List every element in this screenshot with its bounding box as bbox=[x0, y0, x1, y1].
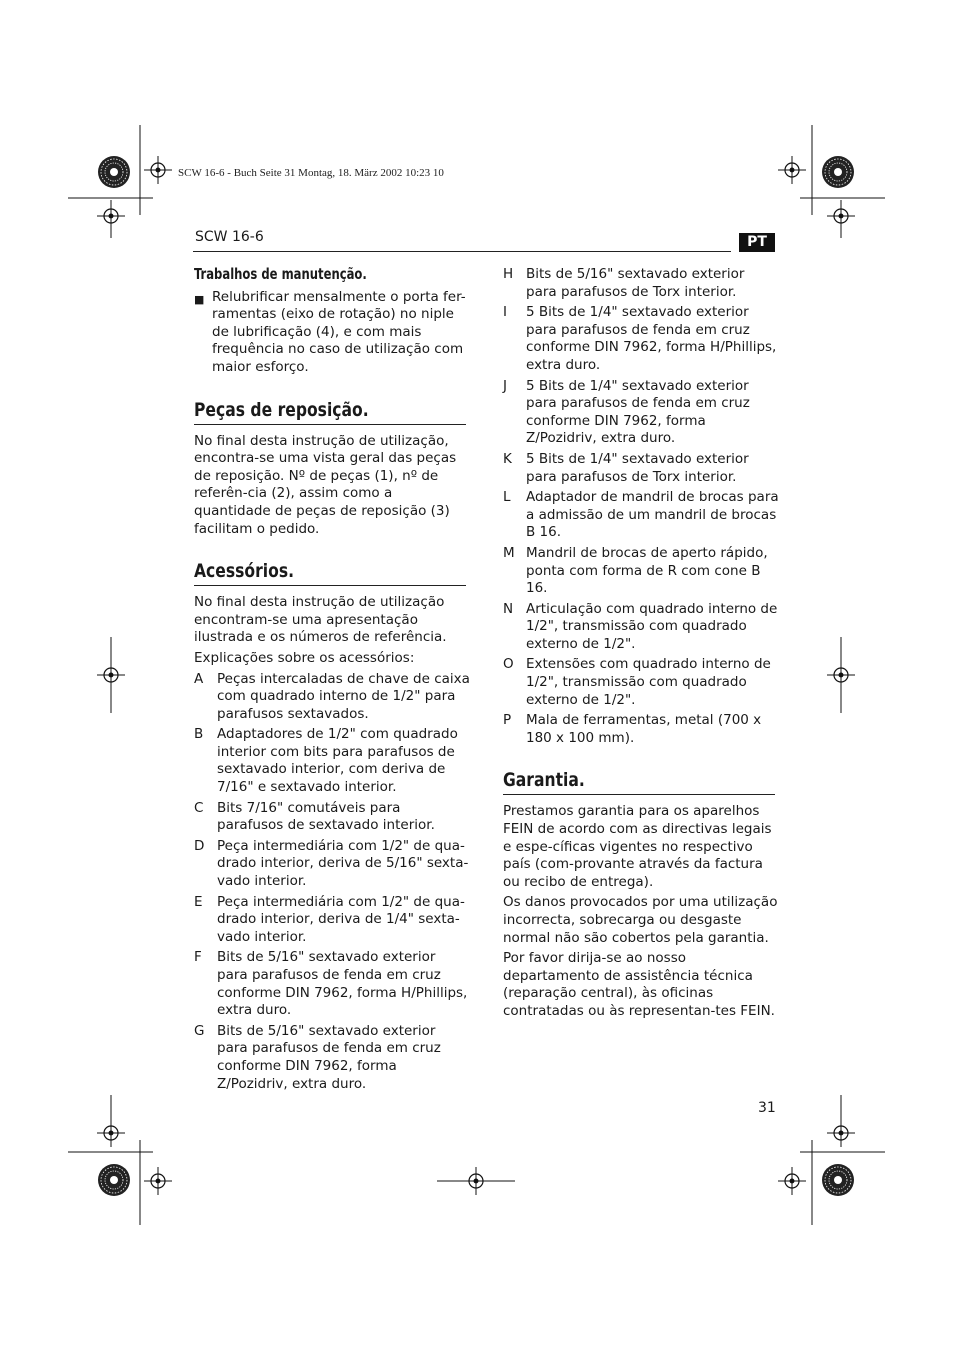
accessories-intro: No final desta instrução de utilização encontram-se uma apresentação ilustrada e os números de referência. bbox=[194, 594, 447, 646]
header-rule bbox=[193, 251, 731, 252]
list-item: M Mandril de brocas de aperto rápido, ponta com forma de R com cone B 16. bbox=[503, 544, 768, 597]
list-item: E Peça intermediária com 1/2" de qua-drado interior, deriva de 1/4" sexta-vado interior. bbox=[194, 893, 465, 945]
list-item: G Bits de 5/16" sextavado exterior para parafusos de fenda em cruz conforme DIN 7962, forma Z/Pozidriv, extra duro. bbox=[194, 1022, 441, 1092]
accessories-explain: Explicações sobre os acessórios: bbox=[194, 649, 415, 666]
warranty-p2: Os danos provocados por uma utilização incorrecta, sobrecarga ou desgaste normal não são cobertos pela garantia. bbox=[503, 894, 778, 946]
list-item: A Peças intercaladas de chave de caixa com quadrado interno de 1/2" para parafusos sextavados. bbox=[194, 670, 470, 722]
spares-rule bbox=[194, 424, 466, 425]
page-number: 31 bbox=[758, 1100, 776, 1116]
language-badge: PT bbox=[739, 233, 775, 252]
list-item: F Bits de 5/16" sextavado exterior para parafusos de fenda em cruz conforme DIN 7962, forma H/Phillips, extra duro. bbox=[194, 949, 468, 1019]
spares-text: No final desta instrução de utilização, encontra-se uma vista geral das peças de reposição. Nº de peças (1), nº de referên-cia (2), assim como a quantidade de peças de reposição (3) facilitam o pedido. bbox=[194, 432, 457, 537]
warranty-title: Garantia. bbox=[503, 769, 585, 792]
square-bullet-icon: ■ bbox=[194, 292, 205, 306]
accessories-rule bbox=[194, 585, 466, 586]
list-item: N Articulação com quadrado interno de 1/2", transmissão com quadrado externo de 1/2". bbox=[503, 600, 778, 652]
spares-title: Peças de reposição. bbox=[194, 398, 369, 421]
left-column bbox=[194, 266, 470, 1096]
list-item: P Mala de ferramentas, metal (700 x 180 x 100 mm). bbox=[503, 712, 762, 746]
list-item: K 5 Bits de 1/4" sextavado exterior para parafusos de Torx interior. bbox=[503, 450, 749, 485]
list-item: H Bits de 5/16" sextavado exterior para parafusos de Torx interior. bbox=[503, 266, 745, 300]
maintenance-title: Trabalhos de manutenção. bbox=[194, 265, 367, 283]
list-item: D Peça intermediária com 1/2" de qua-drado interior, deriva de 5/16" sexta-vado interior. bbox=[194, 837, 469, 890]
warranty-rule bbox=[503, 794, 775, 795]
list-item: L Adaptador de mandril de brocas para a admissão de um mandril de brocas B 16. bbox=[503, 489, 779, 541]
list-item: O Extensões com quadrado interno de 1/2", transmissão com quadrado externo de 1/2". bbox=[503, 656, 771, 708]
model-name: SCW 16-6 bbox=[195, 229, 264, 245]
list-item: B Adaptadores de 1/2" com quadrado interior com bits para parafusos de sextavado interior, com deriva de 7/16" e sextavado interior. bbox=[194, 726, 458, 796]
list-item: C Bits 7/16" comutáveis para parafusos de sextavado interior. bbox=[194, 799, 435, 834]
maintenance-bullet bbox=[194, 289, 470, 377]
list-item: J 5 Bits de 1/4" sextavado exterior para parafusos de fenda em cruz conforme DIN 7962, forma Z/Pozidriv, extra duro. bbox=[503, 377, 750, 447]
list-item: I 5 Bits de 1/4" sextavado exterior para parafusos de fenda em cruz conforme DIN 7962, forma H/Phillips, extra duro. bbox=[503, 304, 777, 373]
warranty-p1: Prestamos garantia para os aparelhos FEIN de acordo com as directivas legais e espe-cíficas vigentes no respectivo país (com-provante através da factura ou recibo de entrega). bbox=[503, 803, 772, 890]
right-column bbox=[503, 266, 779, 1024]
accessories-title: Acessórios. bbox=[194, 560, 295, 583]
maintenance-text: Relubrificar mensalmente o porta fer-ramentas (eixo de rotação) no niple de lubrificação (4), e com mais frequência no caso de utilização com maior esforço. bbox=[212, 288, 466, 375]
print-slug: SCW 16-6 - Buch Seite 31 Montag, 18. März 2002 10:23 10 bbox=[178, 167, 444, 179]
warranty-p3: Por favor dirija-se ao nosso departamento de assistência técnica (reparação central), às oficinas contratadas ou às representan-tes FEIN. bbox=[503, 950, 775, 1019]
